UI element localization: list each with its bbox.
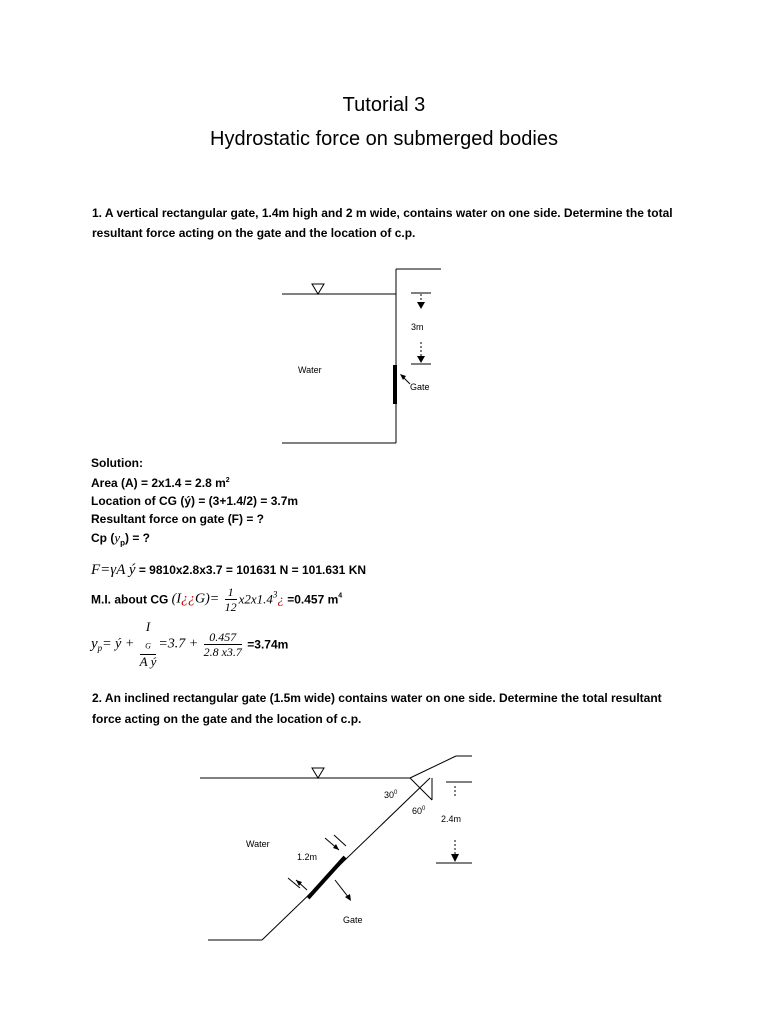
problem1-diagram [0,0,768,460]
problem2-text-line2: force acting on the gate and the location of c.p. [92,712,362,726]
water-label-2: Water [246,839,270,849]
inclined-gate [308,857,345,898]
problem2-text-line1: 2. An inclined rectangular gate (1.5m wide) contains water on one side. Determine the total resultant [92,691,662,705]
yp-equation: $y_p=$ ý + I $_G$ A ý =3.7 + $\frac{0.457}{2.8 x3.7}$ =3.74m [91,619,289,669]
area-line: Area (A) = 2x1.4 = 2.8 $m^2$ [91,476,230,490]
gate-label-1: Gate [410,382,430,392]
water-surface-symbol-2 [312,768,324,778]
water-label-1: Water [298,365,322,375]
dim-2-bottom-arrow [451,854,459,862]
solution-heading: Solution: [91,456,143,470]
dim-bottom-arrow [417,356,425,363]
problem2-diagram [0,740,768,960]
page-title: Tutorial 3 [342,94,426,116]
gate-leader-arrow-2 [345,894,351,901]
depth-3m-label: 3m [411,322,424,332]
gate-dim-upper-arrowhead [333,844,339,850]
gate-label-2: Gate [343,915,363,925]
water-surface-symbol [312,284,324,294]
problem1-text-line1: 1. A vertical rectangular gate, 1.4m high and 2 m wide, contains water on one side. Determine the total [92,206,673,220]
cg-line: Location of CG (ý) = (3+1.4/2) = 3.7m [91,494,299,508]
depth-2.4m-label: 2.4m [441,814,462,824]
problem1-text-line2: resultant force acting on the gate and the location of c.p. [92,226,416,240]
gate-leader-2 [335,880,349,898]
angle-mark-diagonal [410,778,432,800]
gate-length-label: 1.2m [297,852,318,862]
angle-30-label: $30^0$ [384,790,398,800]
dim-top-arrow [417,302,425,309]
angle-60-label: $60^0$ [412,806,426,816]
upper-inclined-wall [410,756,456,778]
page-subtitle: Hydrostatic force on submerged bodies [210,128,558,150]
mi-equation: M.I. about CG (I¿¿G)= $\frac{1}{12}$ $x2x1.4^3¿ =0.457$ $m^4$ [91,585,343,614]
force-question: Resultant force on gate (F) = ? [91,512,265,526]
cp-question: Cp $(y_p)$ = ? [91,530,151,548]
force-equation: F=γA ý = 9810x2.8x3.7 = 101631 N = 101.631 KN [91,562,367,578]
